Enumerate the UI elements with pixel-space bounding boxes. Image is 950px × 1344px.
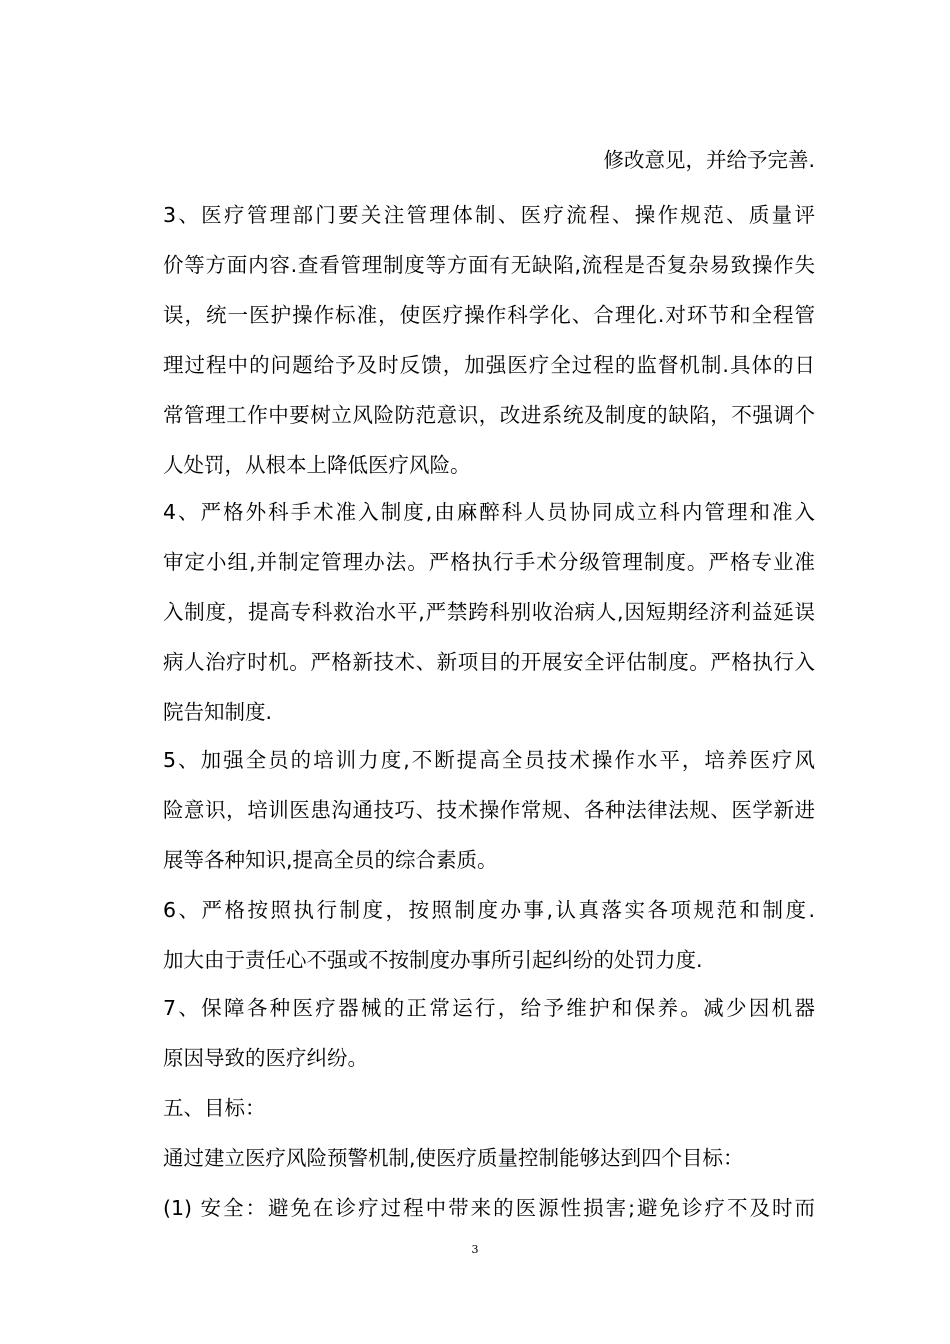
item-7-line-1: 7、保障各种医疗器械的正常运行，给予维护和保养。减少因机器 — [163, 996, 815, 1020]
item-3-line-5: 常管理工作中要树立风险防范意识，改进系统及制度的缺陷，不强调个 — [163, 403, 815, 427]
item-3-line-1: 3、医疗管理部门要关注管理体制、医疗流程、操作规范、质量评 — [163, 203, 815, 227]
goals-intro: 通过建立医疗风险预警机制,使医疗质量控制能够达到四个目标： — [163, 1146, 744, 1170]
item-6-line-1: 6、严格按照执行制度，按照制度办事,认真落实各项规范和制度. — [163, 898, 815, 922]
item-4-line-4: 病人治疗时机。严格新技术、新项目的开展安全评估制度。严格执行入 — [163, 650, 815, 674]
item-5-line-3: 展等各种知识,提高全员的综合素质。 — [163, 848, 498, 872]
item-3-line-2: 价等方面内容.查看管理制度等方面有无缺陷,流程是否复杂易致操作失 — [163, 253, 815, 277]
page-number: 3 — [471, 1243, 479, 1256]
item-3-line-4: 理过程中的问题给予及时反馈，加强医疗全过程的监督机制.具体的日 — [163, 353, 815, 377]
item-4-line-2: 审定小组,并制定管理办法。严格执行手术分级管理制度。严格专业准 — [163, 550, 815, 574]
item-3-line-6: 人处罚，从根本上降低医疗风险。 — [163, 453, 471, 477]
item-6-line-2: 加大由于责任心不强或不按制度办事所引起纠纷的处罚力度. — [163, 948, 703, 972]
goal-1-line: (1) 安全：避免在诊疗过程中带来的医源性损害;避免诊疗不及时而 — [163, 1196, 815, 1220]
item-5-line-2: 险意识，培训医患沟通技巧、技术操作常规、各种法律法规、医学新进 — [163, 798, 815, 822]
item-5-line-1: 5、加强全员的培训力度,不断提高全员技术操作水平，培养医疗风 — [163, 748, 815, 772]
item-3-line-3: 误，统一医护操作标准，使医疗操作科学化、合理化.对环节和全程管 — [163, 303, 815, 327]
continuation-line: 修改意见，并给予完善. — [603, 148, 815, 172]
item-4-line-3: 入制度，提高专科救治水平,严禁跨科别收治病人,因短期经济利益延误 — [163, 600, 815, 624]
item-4-line-5: 院告知制度. — [163, 700, 273, 724]
item-4-line-1: 4、严格外科手术准入制度,由麻醉科人员协同成立科内管理和准入 — [163, 500, 815, 524]
item-7-line-2: 原因导致的医疗纠纷。 — [163, 1046, 368, 1070]
section-heading: 五、目标： — [163, 1096, 266, 1120]
